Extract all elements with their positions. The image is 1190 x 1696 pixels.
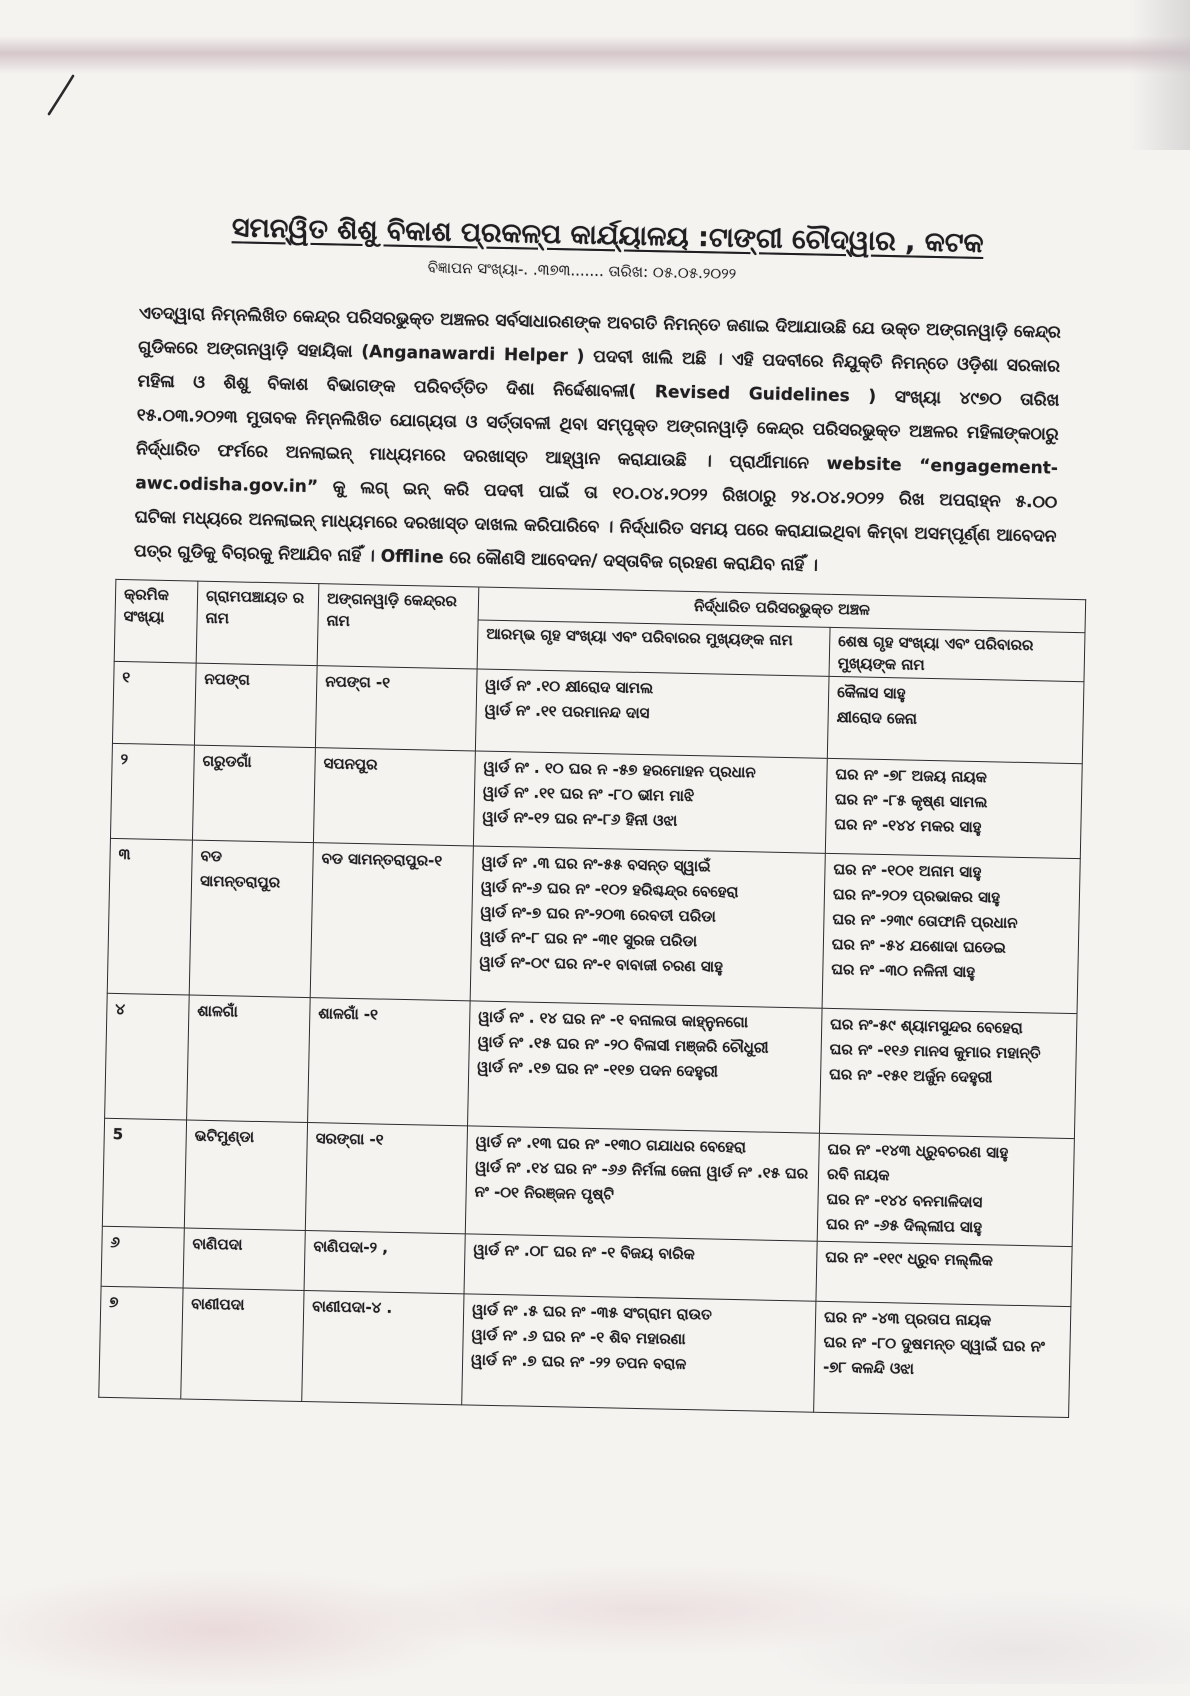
cell-gram-panchayat-content [201, 749, 307, 839]
cell-start-household-content [474, 1130, 811, 1238]
cell-start-household-content [473, 1238, 809, 1298]
serial-number: ୭ [109, 1292, 119, 1312]
end-household-entry: ରବି ନାୟକ [826, 1164, 890, 1185]
cell-end-household-content [825, 1245, 1064, 1303]
cell-anganwadi-centre-content [313, 1234, 457, 1290]
cell-start-household [464, 1234, 817, 1301]
cell-anganwadi-centre-content [310, 1294, 455, 1401]
cell-serial [105, 993, 190, 1120]
header-area-label: ନିର୍ଦ୍ଧାରିତ ପରିସରଭୁକ୍ତ ଅଞ୍ଚଳ [693, 597, 871, 619]
start-household-entry: ୱାର୍ଡ ନଂ .୩ ଘର ନଂ-୫୫ ବସନ୍ତ ସ୍ୱାଇଁ [481, 852, 711, 876]
cell-start-household [462, 1294, 816, 1412]
start-household-entry: ୱାର୍ଡ ନଂ-୭ ଘର ନଂ-୨୦୩ ରେବତୀ ପରିଡା [480, 902, 716, 926]
end-household-entry: ଘର ନଂ -୨୩୯ ତୋଫାନି ପ୍ରଧାନ [832, 909, 1018, 932]
start-household-entry: ୱାର୍ଡ ନଂ .୧୭ ଘର ନଂ -୧୧୭ ପଦନ ଦେହୁରୀ [477, 1057, 719, 1081]
start-household-entry: ୱାର୍ଡ ନଂ .୧୩ ଘର ନଂ -୧୩୦ ଗଯାଧର ବେହେରା [475, 1132, 747, 1157]
gram-panchayat-name: ନପଙ୍ଗ [204, 669, 251, 689]
gram-panchayat-name: ବାଣୀପଦା [191, 1294, 245, 1314]
cell-anganwadi-centre [310, 843, 473, 1001]
cell-anganwadi-centre-content [324, 669, 469, 747]
cell-start-household-content [470, 1298, 807, 1409]
end-household-entry: ଘର ନଂ -୫୪ ଯଶୋଦା ଘଡେଇ [831, 934, 1007, 957]
start-household-entry: ୱାର୍ଡ ନଂ-୬ ଘର ନଂ -୧୦୨ ହରିଶ୍ଚନ୍ଦ୍ର ବେହେରା [480, 877, 739, 902]
anganwadi-centre-name: ବାଣିପଦା-୨ , [313, 1237, 389, 1257]
notice-paragraph [134, 296, 1061, 587]
end-household-entry: ଘର ନଂ -୧୦୧ ଅନାମ ସାହୁ [833, 860, 982, 882]
cell-serial-content [119, 747, 186, 836]
cell-start-household [470, 846, 825, 1008]
table-row [102, 1118, 1074, 1246]
cell-start-household-content [482, 755, 819, 850]
cell-anganwadi-centre [313, 748, 475, 846]
cell-anganwadi-centre-content [319, 846, 465, 997]
cell-end-household [814, 1301, 1071, 1417]
body-line: ଏତଦ୍ୱାରା ନିମ୍ନଲିଖିତ କେନ୍ଦ୍ର ପରିସରଭୁକ୍ତ ଅଞ୍ଚଳର ସର୍ବସାଧାରଣଙ୍କ ଅବଗତି ନିମନ୍ତେ ଜଣାଇ ଦିଆଯାଉଛି ଯେ ଉକ୍ତ ଅଙ୍ଗନୱାଡ଼ି କେନ୍ଦ୍ର [138, 303, 1061, 343]
cell-serial-content [107, 1290, 174, 1395]
cell-serial [107, 838, 192, 995]
cell-gram-panchayat-content [189, 1292, 295, 1398]
start-household-entry: ୱାର୍ଡ ନଂ . ୧୪ ଘର ନଂ -୧ ବନାଲତା କାହ୍ନୁନଗୋ [478, 1007, 749, 1032]
cell-gram-panchayat [184, 1120, 307, 1231]
cell-gram-panchayat-content [192, 1232, 297, 1287]
body-line: awc.odisha.gov.in” କୁ ଲଗ୍ ଇନ୍ କରି ପଦବୀ ପାଇଁ ତା ୧୦.୦୪.୨୦୨୨ ରିଖଠାରୁ ୨୪.୦୪.୨୦୨୨ ରିଖ ଅପରାହ୍ନ ୫.୦୦ [135, 473, 1058, 513]
end-household-entry: କ୍ଷୀରୋଦ ଜେନା [836, 708, 918, 728]
reference-line: ବିଜ୍ଞାପନ ସଂଖ୍ୟା-. .୩୭୩....... ତାରିଖ: ୦୫.୦୫.୨୦୨୨ [427, 258, 737, 283]
body-line: ମହିଳା ଓ ଶିଶୁ ବିକାଶ ବିଭାଗଙ୍କ ପରିବର୍ତ୍ତିତ ଦିଶା ନିର୍ଦ୍ଦେଶାବଳୀ( Revised Guidelines ) ସଂଖ୍ୟା ୪୯୭୦ ତାରିଖ [137, 371, 1060, 411]
body-line: ଘଟିକା ମଧ୍ୟରେ ଅନଲାଇନ୍ ମାଧ୍ୟମରେ ଦରଖାସ୍ତ ଦାଖଲ କରିପାରିବେ । ନିର୍ଦ୍ଧାରିତ ସମୟ ପରେ କରାଯାଇଥିବା କିମ୍ବା ଅସମ୍ପୂର୍ଣ୍ଣ ଆବେଦନ [134, 507, 1057, 547]
cell-serial [112, 661, 196, 745]
anganwadi-centre-name: ବଡ ସାମନ୍ତରାପୁର-୧ [321, 849, 443, 870]
body-line: ୧୫.୦୩.୨୦୨୩ ମୁତାବକ ନିମ୍ନଲିଖିତ ଯୋଗ୍ୟତା ଓ ସର୍ତ୍ତାବଳୀ ଥିବା ସମ୍ପୃକ୍ତ ଅଙ୍ଗନୱାଡ଼ି କେନ୍ଦ୍ର ପରିସରଭୁକ୍ତ ଅଞ୍ଚଳର ମହିଳାଙ୍କଠାରୁ [136, 405, 1059, 445]
start-household-entry: ୱାର୍ଡ ନଂ .୦୮ ଘର ନଂ -୧ ବିଜୟ ବାରିକ [473, 1240, 695, 1264]
start-household-entry: ୱାର୍ଡ ନଂ-୦୯ ଘର ନଂ-୧ ବାବାଜୀ ଚରଣ ସାହୁ [479, 952, 724, 976]
end-household-entry: ଘର ନଂ-୫୯ ଶ୍ୟାମସୁନ୍ଦର ବେହେରା [830, 1014, 1023, 1037]
end-household-entry: ଘର ନଂ -୬୫ ଦିଲ୍ଲୀପ ସାହୁ [825, 1214, 983, 1237]
cell-gram-panchayat-content [203, 667, 309, 744]
start-household-entry: ୱାର୍ଡ ନଂ .୧୪ ଘର ନଂ -୬୬ ନିର୍ମଳା ଜେନା ୱାର୍ଡ ନଂ .୧୫ ଘର ନଂ -୦୧ ନିରଞ୍ଜନ ପୃଷ୍ଟି [474, 1157, 809, 1204]
cell-serial [110, 743, 194, 840]
cell-anganwadi-centre [302, 1291, 464, 1405]
cell-serial-content [116, 842, 184, 991]
cell-end-household-content [831, 857, 1072, 1010]
table-row [99, 1286, 1071, 1417]
cell-gram-panchayat [183, 1228, 305, 1291]
end-household-entry: ଘର ନଂ -୧୫୧ ଅର୍ଜୁନ ଦେହୁରୀ [829, 1064, 993, 1087]
anganwadi-centre-name: ନପଙ୍ଗ -୧ [325, 672, 391, 692]
cell-gram-panchayat-content [193, 1124, 299, 1227]
cell-gram-panchayat [181, 1288, 304, 1402]
end-household-entry: ଘର ନଂ -୪୩ ପ୍ରତାପ ନାୟକ [823, 1307, 992, 1330]
end-household-entry: ଘର ନଂ -୭୮ ଅଜୟ ନାୟକ [835, 765, 988, 787]
end-household-entry: ଘର ନଂ -୧୧୬ ମାନସ କୁମାର ମହାନ୍ତି [829, 1039, 1041, 1063]
serial-number: ୪ [115, 999, 126, 1019]
cell-end-household-content [822, 1305, 1062, 1414]
start-household-entry: ୱାର୍ଡ ନଂ .୬ ଘର ନଂ -୧ ଶିବ ମହାରଣା [471, 1325, 686, 1349]
start-household-entry: ୱାର୍ଡ ନଂ .୧୧ ଘର ନଂ -୮୦ ଭୀମ ମାଝି [482, 782, 695, 806]
cell-gram-panchayat [189, 840, 313, 998]
cell-serial [102, 1118, 186, 1228]
header-start-household-label: ଆରମ୍ଭ ଗୃହ ସଂଖ୍ୟା ଏବଂ ପରିବାରର ମୁଖ୍ୟଙ୍କ ନାମ [486, 624, 793, 650]
cell-start-household-content [476, 1005, 813, 1130]
cell-anganwadi-centre [305, 1123, 467, 1234]
cell-serial [101, 1226, 184, 1288]
end-household-entry: ଘର ନଂ -୧୧୯ ଧ୍ରୁବ ମଲ୍ଲିକ [825, 1247, 994, 1270]
serial-number: 5 [112, 1124, 124, 1144]
gram-panchayat-name: ଗରୁଡଗାଁ [202, 751, 252, 771]
end-household-entry: ଘର ନଂ -୮୫ କୃଷ୍ଣ ସାମଲ [834, 790, 988, 812]
end-household-entry: କୈଳାସ ସାହୁ [837, 683, 906, 703]
start-household-entry: ୱାର୍ଡ ନଂ .୧୧ ପରମାନନ୍ଦ ଦାସ [484, 700, 650, 723]
body-line: ଗୁଡିକରେ ଅଙ୍ଗନୱାଡ଼ି ସହାୟିକା (Anganawardi Helper ) ପଦବୀ ଖାଲି ଅଛି । ଏହି ପଦବୀରେ ନିଯୁକ୍ତି ନିମନ୍ତେ ଓଡ଼ିଶା ସରକାର [138, 337, 1061, 377]
end-household-entry: ଘର ନଂ -୧୪୪ ମକର ସାହୁ [834, 815, 982, 837]
header-end-household-label: ଶେଷ ଗୃହ ସଂଖ୍ୟା ଏବଂ ପରିବାରର ମୁଖ୍ୟଙ୍କ ନାମ [837, 632, 1034, 674]
cell-end-household [817, 1133, 1074, 1246]
cell-end-household [825, 758, 1082, 858]
start-household-entry: ୱାର୍ଡ ନଂ .୭ ଘର ନଂ -୨୨ ତପନ ବରାଳ [470, 1350, 687, 1374]
body-line: ନିର୍ଦ୍ଧାରିତ ଫର୍ମରେ ଅନଲାଇନ୍ ମାଧ୍ୟମରେ ଦରଖାସ୍ତ ଆହ୍ୱାନ କରାଯାଉଛି । ପ୍ରାର୍ଥୀମାନେ website “engagement- [135, 439, 1059, 479]
table-body [99, 661, 1084, 1417]
end-household-entry: ଘର ନଂ -୩୦ ନଳିନୀ ସାହୁ [831, 959, 976, 981]
cell-start-household-content [479, 850, 817, 1005]
end-household-entry: ଘର ନଂ -୧୪୪ ବନମାଳିଦାସ [826, 1189, 983, 1212]
serial-number: ୧ [122, 668, 131, 687]
gram-panchayat-name: ଶାଳଗାଁ [197, 1001, 238, 1021]
serial-number: ୨ [120, 750, 129, 769]
cell-anganwadi-centre-content [316, 1001, 461, 1122]
serial-number: ୩ [118, 845, 131, 864]
cell-gram-panchayat [194, 663, 317, 748]
anganwadi-centre-name: ଶାଳଗାଁ -୧ [318, 1004, 379, 1024]
start-household-entry: ୱାର୍ଡ ନଂ .୧୫ ଘର ନଂ -୨୦ ବିଳାସୀ ମଞ୍ଜରି ଚୌଧୁରୀ [477, 1032, 769, 1057]
start-household-entry: ୱାର୍ଡ ନଂ-୧୨ ଘର ନଂ-୮୬ ହିନୀ ଓଝା [482, 807, 678, 830]
cell-end-household-content [828, 1012, 1068, 1135]
serial-number: ୬ [110, 1232, 121, 1252]
cell-serial-content [113, 997, 180, 1116]
cell-anganwadi-centre [304, 1231, 465, 1294]
header-end-household [829, 627, 1085, 681]
cell-anganwadi-centre [315, 666, 477, 751]
gram-panchayat-name: ବଡ ସାମନ୍ତରାପୁର [199, 846, 281, 892]
header-gram-panchayat [196, 581, 319, 666]
cell-serial-content [111, 1122, 178, 1224]
cell-serial-content [110, 1230, 176, 1284]
start-household-entry: ୱାର୍ଡ ନଂ .୧୦ କ୍ଷୀରୋଦ ସାମଲ [485, 675, 654, 698]
gram-panchayat-name: ଭଟିମୁଣ୍ଡା [194, 1126, 255, 1146]
cell-gram-panchayat-content [198, 844, 305, 994]
end-household-entry: ଘର ନଂ -୮୦ ଦୁଷମନ୍ତ ସ୍ୱାଇଁ ଘର ନଂ -୭୮ କଳନ୍ଦି ଓଝା [822, 1332, 1045, 1378]
cell-start-household [468, 1001, 823, 1133]
body-line: ପତ୍ର ଗୁଡିକୁ ବିଚାରକୁ ନିଆଯିବ ନାହିଁ । Offline ରେ କୌଣସି ଆବେଦନ/ ଦସ୍ତାବିଜ ଗ୍ରହଣ କରାଯିବ ନାହିଁ । [133, 541, 819, 576]
gram-panchayat-name: ବାଣିପଦା [192, 1234, 243, 1254]
cell-anganwadi-centre [308, 998, 471, 1126]
cell-start-household-content [484, 673, 820, 755]
anganwadi-centre-name: ସପନପୁର [323, 754, 378, 774]
area-table [98, 579, 1086, 1418]
table-row [105, 993, 1077, 1138]
header-serial-label: କ୍ରମିକ ସଂଖ୍ୟା [123, 585, 170, 626]
cell-end-household [827, 676, 1084, 763]
header-anganwadi-centre [317, 584, 479, 669]
cell-end-household-content [836, 680, 1076, 760]
cell-serial [99, 1286, 183, 1399]
header-gram-panchayat-label: ଗ୍ରାମପଞ୍ଚାୟତ ର ନାମ [205, 586, 305, 628]
header-anganwadi-centre-label: ଅଙ୍ଗନୱାଡ଼ି କେନ୍ଦ୍ରର ନାମ [326, 589, 458, 630]
start-household-entry: ୱାର୍ଡ ନଂ .୫ ଘର ନଂ -୩୫ ସଂଗ୍ରାମ ରାଉତ [471, 1300, 712, 1324]
cell-anganwadi-centre-content [322, 751, 467, 842]
anganwadi-centre-name: ସରଙ୍ଗା -୧ [315, 1129, 384, 1149]
end-household-entry: ଘର ନଂ-୨୦୨ ପ୍ରଭାକର ସାହୁ [832, 884, 1001, 907]
cell-start-household [473, 751, 827, 853]
anganwadi-centre-name: ବାଣୀପଦା-୪ . [312, 1297, 393, 1317]
cell-end-household [816, 1241, 1072, 1306]
cell-end-household [819, 1008, 1077, 1138]
cell-end-household [822, 853, 1080, 1013]
cell-anganwadi-centre-content [314, 1126, 459, 1230]
cell-gram-panchayat-content [195, 999, 301, 1119]
cell-gram-panchayat [192, 745, 315, 843]
header-serial [114, 579, 198, 663]
end-household-entry: ଘର ନଂ -୧୪୩ ଧ୍ରୁବଚରଣ ସାହୁ [827, 1139, 1009, 1162]
cell-end-household-content [826, 1137, 1066, 1243]
start-household-entry: ୱାର୍ଡ ନଂ-୮ ଘର ନଂ -୩୧ ସୁରଜ ପରିଡା [479, 927, 698, 951]
cell-serial-content [121, 665, 188, 741]
cell-start-household [465, 1126, 819, 1241]
document-title: ସମନ୍ୱିତ ଶିଶୁ ବିକାଶ ପ୍ରକଳ୍ପ କାର୍ଯ୍ୟାଳୟ :ଟାଙ୍ଗୀ ଚୌଦ୍ୱାର , କଟକ [231, 212, 984, 260]
cell-start-household [475, 669, 829, 758]
table-row [107, 838, 1080, 1013]
header-start-household [477, 620, 830, 676]
start-household-entry: ୱାର୍ଡ ନଂ . ୧୦ ଘର ନ -୫୭ ହରମୋହନ ପ୍ରଧାନ [483, 757, 756, 782]
cell-gram-panchayat [187, 995, 311, 1123]
cell-end-household-content [834, 762, 1074, 855]
